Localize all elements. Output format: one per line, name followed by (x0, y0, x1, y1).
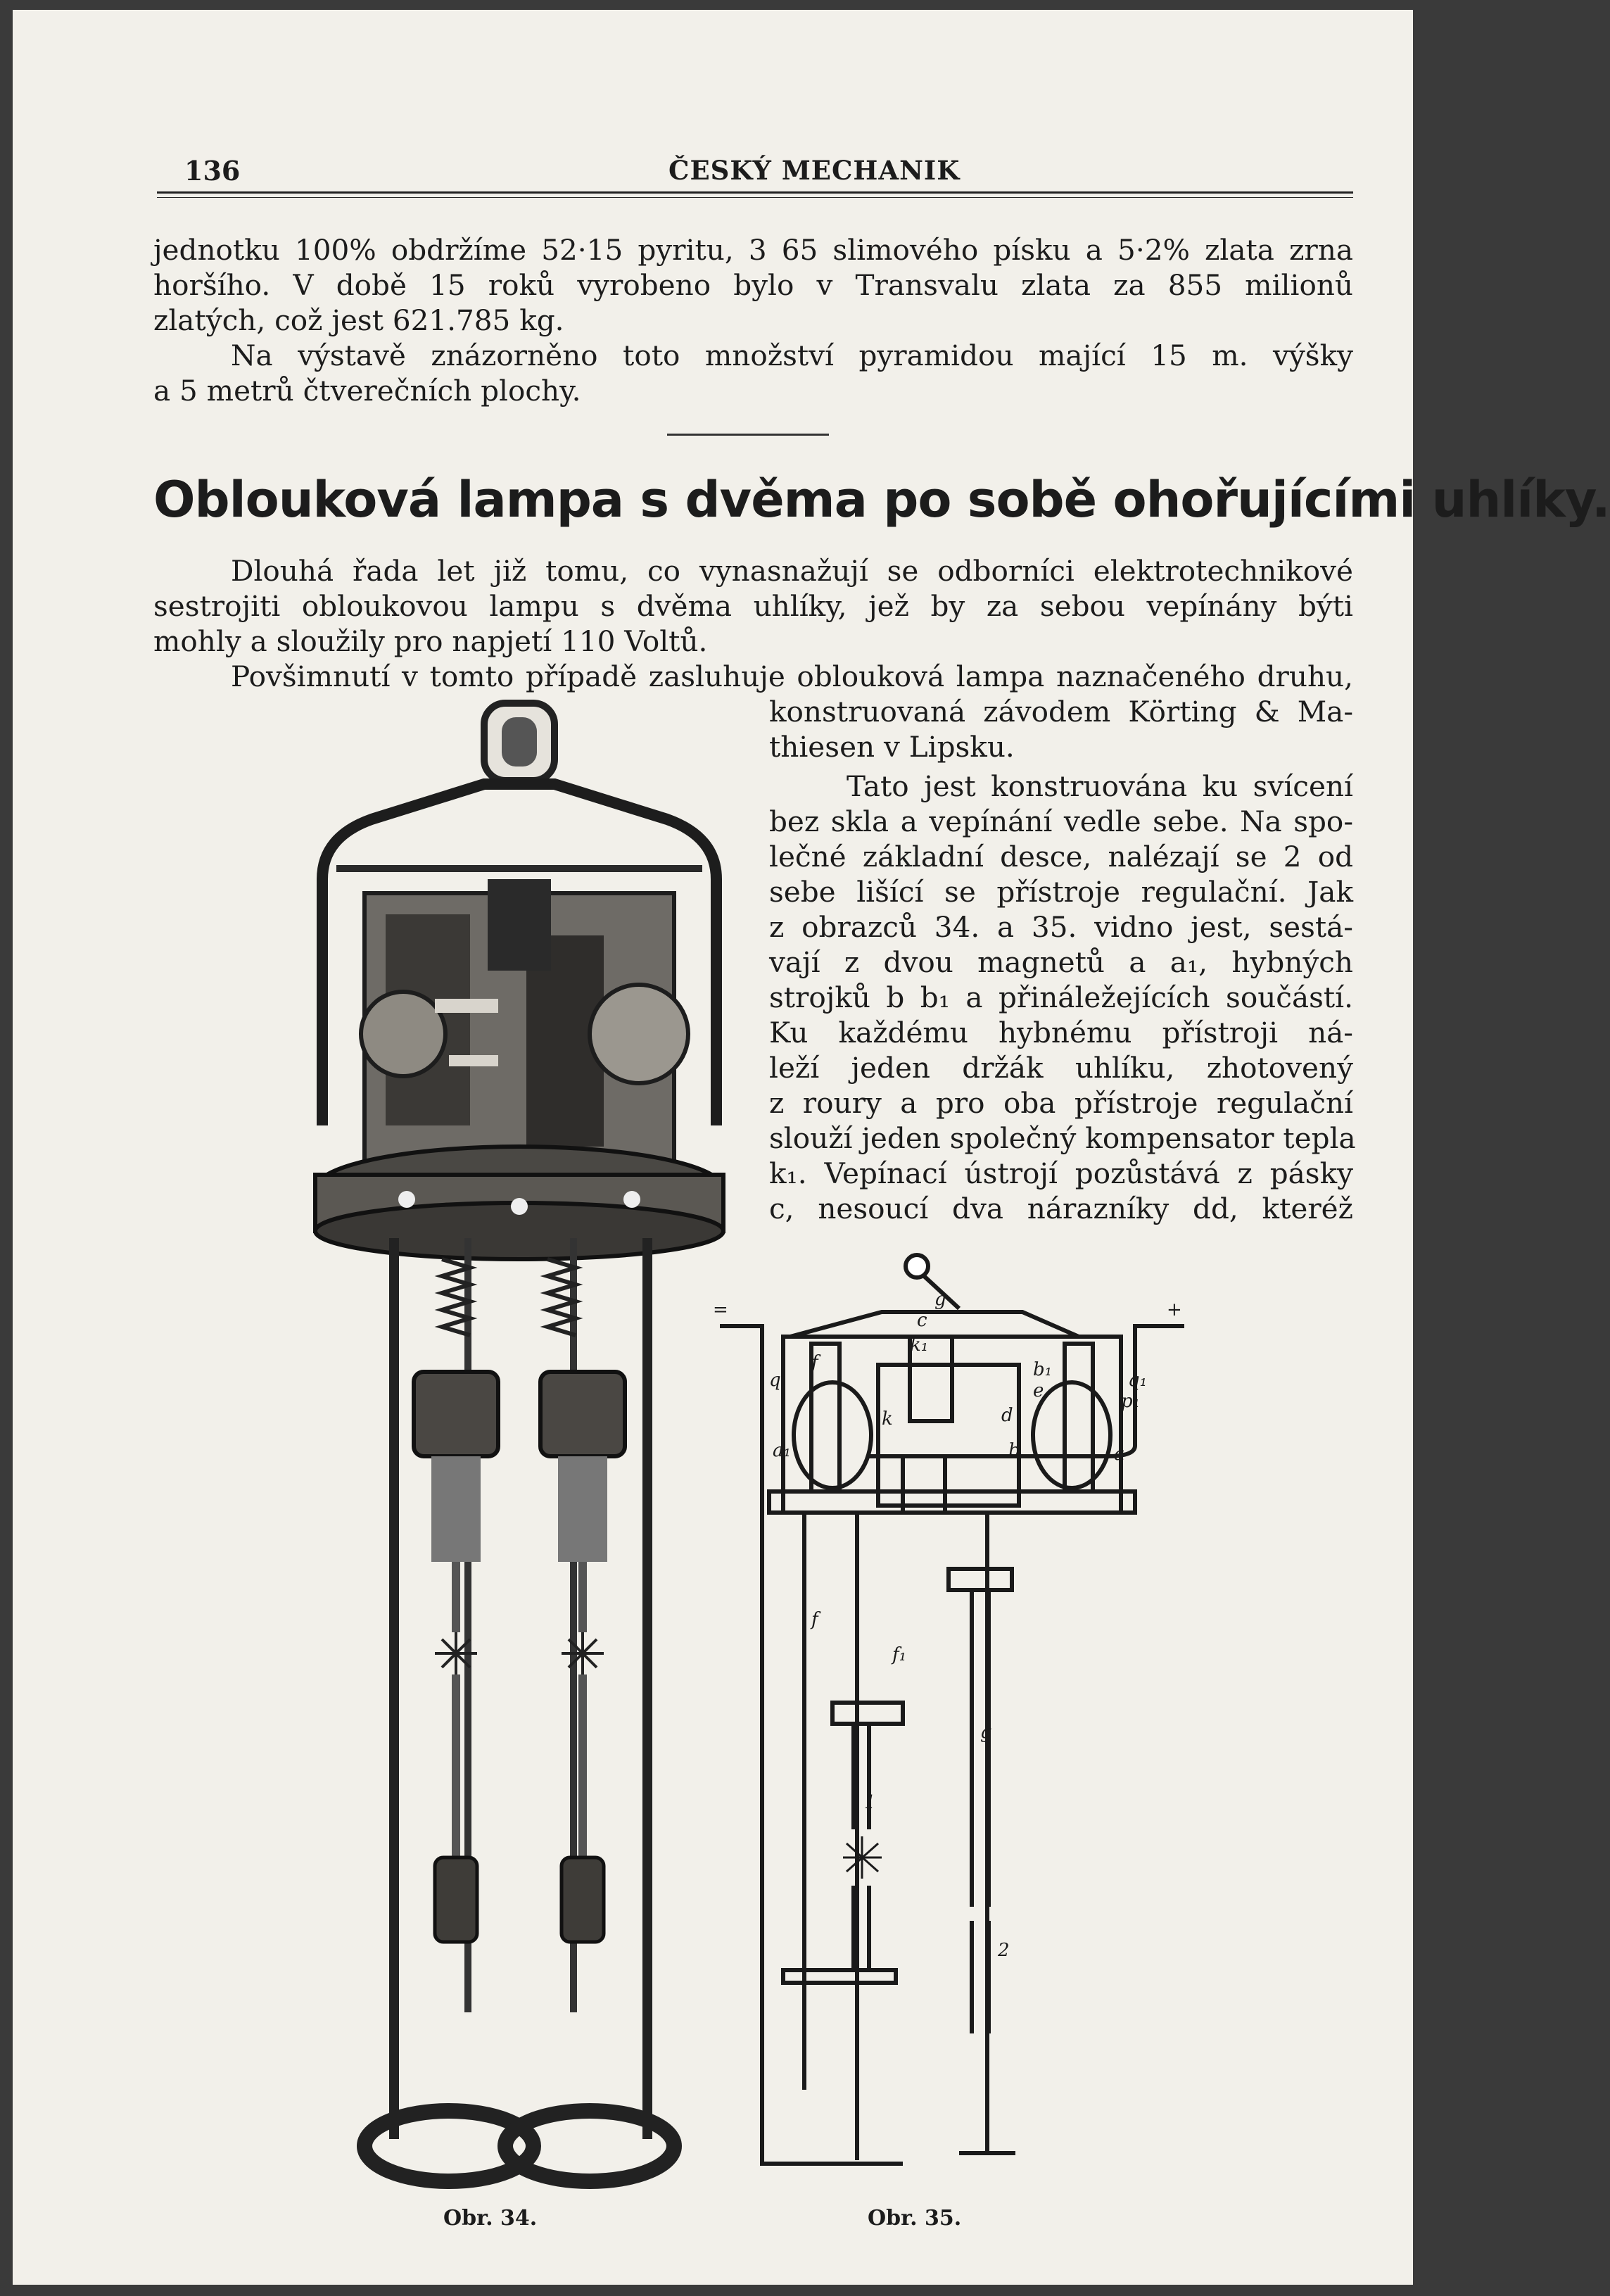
text-line: zlatých, což jest 621.785 kg. (153, 303, 564, 337)
label-a1: a₁ (773, 1440, 791, 1461)
text-line: k₁. Vepínací ústrojí pozůstává z pásky (769, 1156, 1353, 1190)
running-title: ČESKÝ MECHANIK (668, 155, 961, 186)
label-f: f (811, 1352, 818, 1373)
label-c: c (917, 1310, 927, 1331)
header-rule-thin (157, 197, 1353, 198)
section-separator (667, 434, 829, 436)
paragraph-1 (153, 553, 1353, 694)
label-g: g (934, 1289, 946, 1310)
label-q: q (769, 1370, 781, 1391)
text-line: z roury a pro oba přístroje regulační (769, 1086, 1353, 1120)
page-number: 136 (184, 155, 241, 187)
text-line: jednotku 100% obdržíme 52·15 pyritu, 3 65 slimového písku a 5·2% zlata zrna (153, 233, 1353, 267)
header-rule-thick (157, 191, 1353, 194)
text-line: Ku každému hybnému přístroji ná- (769, 1016, 1353, 1049)
label-plus: + (1167, 1299, 1182, 1320)
arc-lamp-engraving (308, 703, 730, 2195)
text-line: strojků b b₁ a přináležejících součástí. (769, 980, 1353, 1014)
label-b: b (1008, 1440, 1020, 1461)
text-line: bez skla a vepínání vedle sebe. Na spo- (769, 805, 1353, 838)
label-d: d (1001, 1405, 1013, 1426)
text-line: horšího. V době 15 roků vyrobeno bylo v Transvalu zlata za 855 milionů (153, 268, 1353, 302)
text-line: thiesen v Lipsku. (769, 730, 1015, 764)
label-p1: p₁ (1121, 1391, 1141, 1412)
text-line: c, nesoucí dva nárazníky dd, kteréž (769, 1192, 1353, 1225)
text-line: Dlouhá řada let již tomu, co vynasnažují se odborníci elektrotechnikové (231, 554, 1353, 588)
label-a: a (1114, 1444, 1125, 1465)
paragraph-3 (769, 769, 1356, 1226)
text-line: slouží jeden společný kompensator tepla (769, 1121, 1356, 1155)
label-f-lower: f (811, 1609, 818, 1630)
label-one: 1 (864, 1792, 876, 1813)
label-k: k (882, 1408, 893, 1430)
text-line: konstruovaná závodem Körting & Ma- (769, 695, 1353, 728)
article-title: Oblouková lampa s dvěma po sobě ohořujícími uhlíky. (153, 471, 1610, 529)
paragraph-2 (769, 694, 1353, 764)
arc-lamp-schematic (706, 1245, 1198, 2188)
text-line: Tato jest konstruována ku svícení (847, 769, 1353, 803)
label-k1: k₁ (910, 1335, 929, 1356)
label-b1: b₁ (1033, 1359, 1053, 1380)
caption-fig34: Obr. 34. (443, 2206, 538, 2231)
page-header (173, 151, 1355, 193)
text-line: z obrazců 34. a 35. vidno jest, sestá- (769, 910, 1353, 944)
label-minus: = (713, 1299, 728, 1320)
label-g-lower: g (980, 1722, 992, 1743)
text-line: a 5 metrů čtverečních plochy. (153, 374, 581, 408)
text-line: sebe lišící se přístroje regulační. Jak (769, 875, 1353, 909)
text-line: Povšimnutí v tomto případě zasluhuje oblouková lampa naznačeného druhu, (231, 660, 1353, 693)
text-line: lečné základní desce, nalézají se 2 od (769, 840, 1353, 873)
label-f1: f₁ (892, 1644, 907, 1665)
intro-paragraph (153, 232, 1353, 408)
caption-fig35: Obr. 35. (868, 2206, 962, 2231)
label-q1: q₁ (1128, 1370, 1148, 1391)
text-line: mohly a sloužily pro napjetí 110 Voltů. (153, 624, 708, 658)
text-line: Na výstavě znázorněno toto množství pyramidou mající 15 m. výšky (231, 339, 1353, 372)
text-line: sestrojiti obloukovou lampu s dvěma uhlíky, jež by za sebou vepínány býti (153, 589, 1353, 623)
text-line: leží jeden držák uhlíku, zhotovený (769, 1051, 1353, 1085)
label-two: 2 (998, 1940, 1010, 1961)
label-e: e (1033, 1380, 1044, 1401)
book-page (13, 10, 1610, 2285)
text-line: vají z dvou magnetů a a₁, hybných (769, 945, 1353, 979)
